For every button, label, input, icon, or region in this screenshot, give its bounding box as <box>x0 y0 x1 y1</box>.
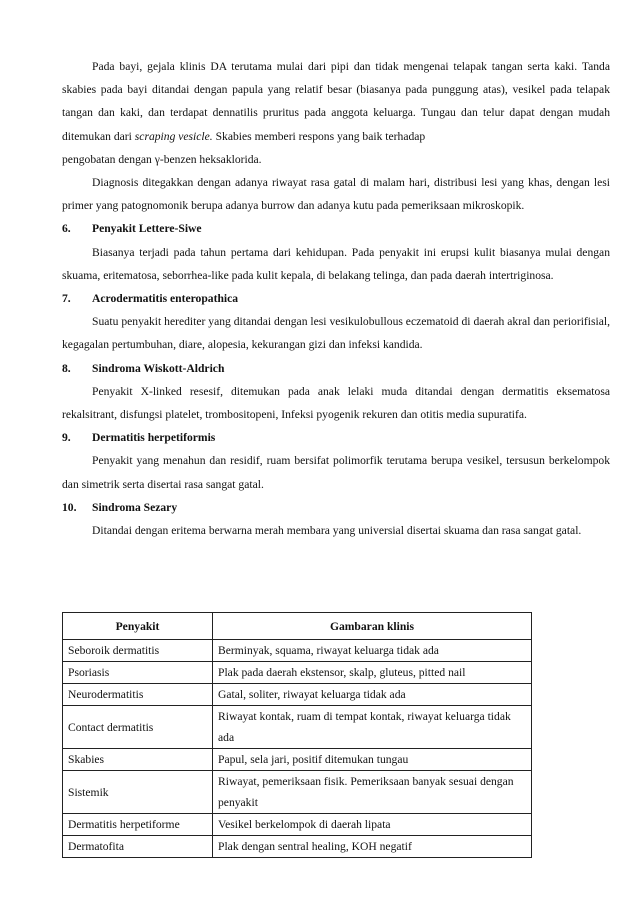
section-title: Acrodermatitis enteropathica <box>92 292 239 306</box>
table-row <box>63 640 532 662</box>
section-heading <box>62 496 610 519</box>
document-body <box>62 55 610 542</box>
section-number: 6. <box>62 222 71 236</box>
table-cell: Riwayat, pemeriksaan fisik. Pemeriksaan banyak sesuai dengan penyakit <box>213 771 532 814</box>
table-cell: Sistemik <box>63 771 213 814</box>
table-cell: Gatal, soliter, riwayat keluarga tidak ada <box>213 684 532 706</box>
section-body: Penyakit X-linked resesif, ditemukan pada anak lelaki muda ditandai dengan dermatitis eksematosa rekalsitrant, disfungsi platelet, trombositopeni, Infeksi pyogenik rekuren dan otitis media supuratifa. <box>62 384 610 422</box>
table-cell: Vesikel berkelompok di daerah lipata <box>213 814 532 836</box>
italic-term: scraping vesicle. <box>134 129 213 143</box>
section-number: 9. <box>62 431 71 445</box>
table-row <box>63 814 532 836</box>
table-cell: Dermatitis herpetiforme <box>63 814 213 836</box>
section-title: Sindroma Wiskott-Aldrich <box>92 361 225 375</box>
section-body: Suatu penyakit herediter yang ditandai dengan lesi vesikulobullous eczematoid di daerah akral dan periorifisial, kegagalan pertumbuhan, diare, alopesia, kekurangan gizi dan infeksi kandida. <box>62 315 610 352</box>
section-number: 7. <box>62 292 71 306</box>
table-header: Gambaran klinis <box>213 613 532 640</box>
table-cell: Skabies <box>63 749 213 771</box>
section-body: Penyakit yang menahun dan residif, ruam bersifat polimorfik terutama berupa vesikel, tersusun berkelompok dan simetrik serta disertai rasa sangat gatal. <box>62 454 610 491</box>
section-heading <box>62 357 610 380</box>
section-heading <box>62 426 610 449</box>
table-cell: Berminyak, squama, riwayat keluarga tidak ada <box>213 640 532 662</box>
paragraph-text: Skabies memberi respons yang baik terhadap <box>215 129 426 143</box>
section-body: Biasanya terjadi pada tahun pertama dari kehidupan. Pada penyakit ini erupsi kulit biasanya mulai dengan skuama, eritematosa, seborrhea-like pada kulit kepala, di belakang telinga, dan pada daerah intertriginosa. <box>62 245 610 282</box>
table-header: Penyakit <box>63 613 213 640</box>
section-title: Sindroma Sezary <box>92 500 178 514</box>
section-heading <box>62 287 610 310</box>
paragraph-tail: pengobatan dengan γ-benzen heksaklorida. <box>62 152 262 166</box>
table-row <box>63 684 532 706</box>
table-row <box>63 836 532 858</box>
table-cell: Dermatofita <box>63 836 213 858</box>
section-title: Dermatitis herpetiformis <box>92 431 216 445</box>
table-cell: Plak dengan sentral healing, KOH negatif <box>213 836 532 858</box>
table-row <box>63 662 532 684</box>
section-body: Ditandai dengan eritema berwarna merah membara yang universial disertai skuama dan rasa sangat gatal. <box>92 524 582 538</box>
table-cell: Psoriasis <box>63 662 213 684</box>
differential-table-wrapper <box>62 612 532 858</box>
table-cell: Contact dermatitis <box>63 706 213 749</box>
table-cell: Papul, sela jari, positif ditemukan tungau <box>213 749 532 771</box>
table-row <box>63 771 532 814</box>
section-number: 8. <box>62 361 71 375</box>
paragraph-scabies-infant <box>62 55 610 148</box>
table-cell: Seboroik dermatitis <box>63 640 213 662</box>
paragraph-text: Pada bayi, gejala klinis DA terutama mulai dari pipi dan tidak mengenai telapak tangan serta kaki. Tanda skabies pada bayi ditandai dengan papula yang relatif besar (biasanya pada punggung atas), vesikel pada telapak tangan dan kaki, dan terdapat dennatilis pruritus pada anggota keluarga. Tungau dan telur dapat dengan mudah ditemukan dari <box>62 60 610 143</box>
section-number: 10. <box>62 500 77 514</box>
table-cell: Plak pada daerah ekstensor, skalp, gluteus, pitted nail <box>213 662 532 684</box>
table-cell: Riwayat kontak, ruam di tempat kontak, riwayat keluarga tidak ada <box>213 706 532 749</box>
differential-table <box>62 612 532 858</box>
section-title: Penyakit Lettere-Siwe <box>92 222 202 236</box>
table-header-row <box>63 613 532 640</box>
table-row <box>63 706 532 749</box>
table-row <box>63 749 532 771</box>
paragraph-diagnosis: Diagnosis ditegakkan dengan adanya riwayat rasa gatal di malam hari, distribusi lesi yang khas, dengan lesi primer yang patognomonik berupa adanya burrow dan adanya kutu pada pemeriksaan mikroskopik. <box>62 176 610 213</box>
section-heading <box>62 217 610 240</box>
table-cell: Neurodermatitis <box>63 684 213 706</box>
